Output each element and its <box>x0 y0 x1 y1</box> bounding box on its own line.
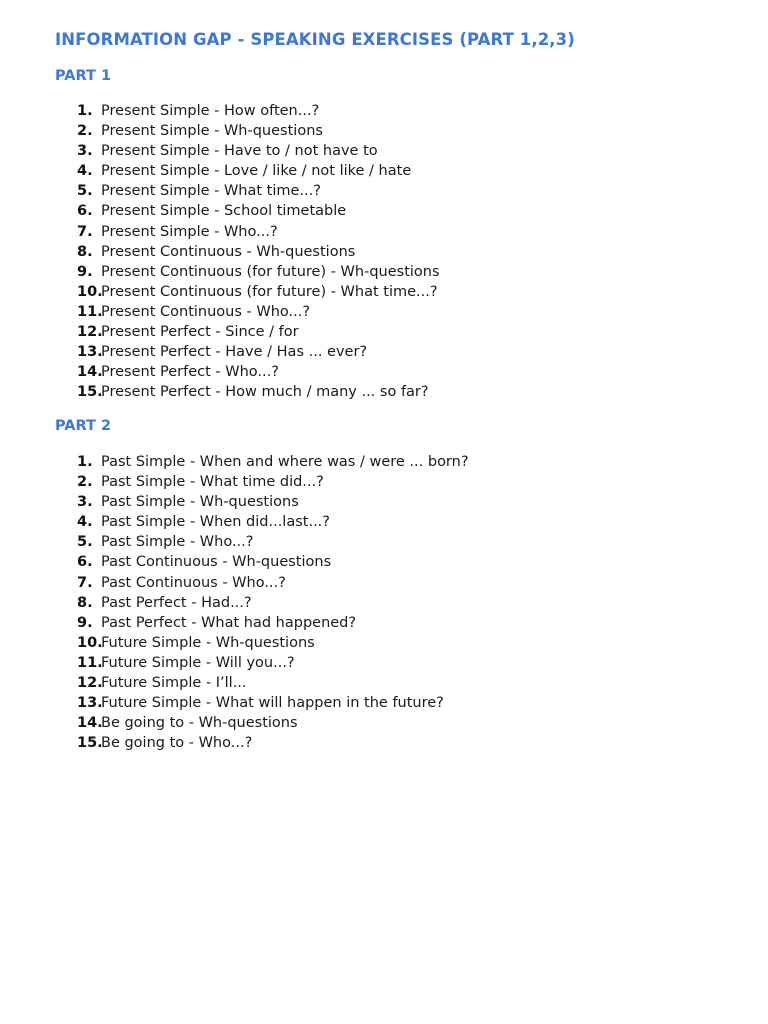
part-2-heading: PART 2 <box>55 418 112 434</box>
list-item <box>0 653 768 673</box>
item-number: 8. <box>77 594 93 611</box>
item-number: 5. <box>77 534 93 551</box>
item-number: 9. <box>77 263 93 280</box>
item-number: 13. <box>77 344 103 361</box>
list-item <box>0 693 768 713</box>
item-text: Present Simple - How often...? <box>101 103 320 119</box>
item-number: 15. <box>77 384 103 401</box>
item-text: Past Continuous - Who...? <box>101 574 286 591</box>
item-text: Past Perfect - Had...? <box>101 594 252 611</box>
list-item <box>0 141 768 161</box>
item-text: Past Simple - What time did...? <box>101 474 324 491</box>
item-text: Present Simple - Have to / not have to <box>101 143 378 160</box>
item-number: 11. <box>77 654 103 671</box>
item-number: 11. <box>77 303 103 320</box>
item-text: Past Simple - When and where was / were ... born? <box>101 454 469 470</box>
item-number: 1. <box>77 454 93 470</box>
item-text: Future Simple - I’ll... <box>101 675 247 692</box>
item-text: Past Perfect - What had happened? <box>101 614 357 631</box>
list-item <box>0 322 768 342</box>
item-number: 4. <box>77 163 93 180</box>
list-item <box>0 181 768 201</box>
list-item <box>0 492 768 512</box>
item-text: Past Simple - When did...last...? <box>101 514 330 531</box>
item-text: Be going to - Who...? <box>101 735 253 752</box>
list-item <box>0 201 768 221</box>
list-item <box>0 362 768 382</box>
list-item <box>0 282 768 302</box>
item-text: Present Simple - Love / like / not like / hate <box>101 163 412 180</box>
list-item <box>0 121 768 141</box>
part-1-heading: PART 1 <box>55 68 112 84</box>
list-item <box>0 733 768 753</box>
item-number: 8. <box>77 243 93 260</box>
part-1-list <box>0 101 768 402</box>
item-text: Present Perfect - Have / Has ... ever? <box>101 344 368 361</box>
list-item <box>0 713 768 733</box>
item-number: 6. <box>77 554 93 571</box>
item-text: Present Perfect - How much / many ... so far? <box>101 384 429 401</box>
item-number: 6. <box>77 203 93 220</box>
item-text: Past Continuous - Wh-questions <box>101 554 332 571</box>
item-number: 10. <box>77 283 103 300</box>
item-number: 14. <box>77 715 103 732</box>
list-item <box>0 262 768 282</box>
list-item <box>0 161 768 181</box>
item-text: Present Continuous - Wh-questions <box>101 243 356 260</box>
part-2-list <box>0 452 768 753</box>
list-item <box>0 512 768 532</box>
item-number: 3. <box>77 143 93 160</box>
item-number: 3. <box>77 494 93 511</box>
item-text: Present Perfect - Since / for <box>101 324 299 341</box>
document-title: INFORMATION GAP - SPEAKING EXERCISES (PART 1,2,3) <box>55 30 575 49</box>
list-item <box>0 673 768 693</box>
list-item <box>0 302 768 322</box>
item-number: 4. <box>77 514 93 531</box>
list-item <box>0 573 768 593</box>
list-item <box>0 532 768 552</box>
list-item <box>0 452 768 472</box>
item-number: 9. <box>77 614 93 631</box>
list-item <box>0 222 768 242</box>
item-text: Present Continuous (for future) - What time...? <box>101 283 438 300</box>
item-number: 12. <box>77 324 103 341</box>
item-text: Future Simple - Will you...? <box>101 654 295 671</box>
item-text: Present Simple - Who...? <box>101 223 278 240</box>
item-text: Present Continuous (for future) - Wh-questions <box>101 263 440 280</box>
list-item <box>0 342 768 362</box>
item-text: Past Simple - Who...? <box>101 534 254 551</box>
item-number: 2. <box>77 474 93 491</box>
item-number: 10. <box>77 634 103 651</box>
item-text: Future Simple - Wh-questions <box>101 634 315 651</box>
item-number: 1. <box>77 103 93 119</box>
item-text: Present Simple - Wh-questions <box>101 123 323 140</box>
item-text: Present Simple - What time...? <box>101 183 321 200</box>
item-text: Present Continuous - Who...? <box>101 303 311 320</box>
item-number: 14. <box>77 364 103 381</box>
list-item <box>0 593 768 613</box>
list-item <box>0 633 768 653</box>
item-text: Be going to - Wh-questions <box>101 715 298 732</box>
item-text: Future Simple - What will happen in the future? <box>101 695 444 712</box>
item-number: 7. <box>77 574 93 591</box>
list-item <box>0 382 768 402</box>
item-text: Present Simple - School timetable <box>101 203 347 220</box>
item-text: Past Simple - Wh-questions <box>101 494 299 511</box>
item-text: Present Perfect - Who...? <box>101 364 279 381</box>
list-item <box>0 472 768 492</box>
list-item <box>0 101 768 121</box>
item-number: 15. <box>77 735 103 752</box>
list-item <box>0 613 768 633</box>
item-number: 12. <box>77 675 103 692</box>
list-item <box>0 552 768 572</box>
item-number: 7. <box>77 223 93 240</box>
item-number: 13. <box>77 695 103 712</box>
list-item <box>0 242 768 262</box>
item-number: 2. <box>77 123 93 140</box>
item-number: 5. <box>77 183 93 200</box>
